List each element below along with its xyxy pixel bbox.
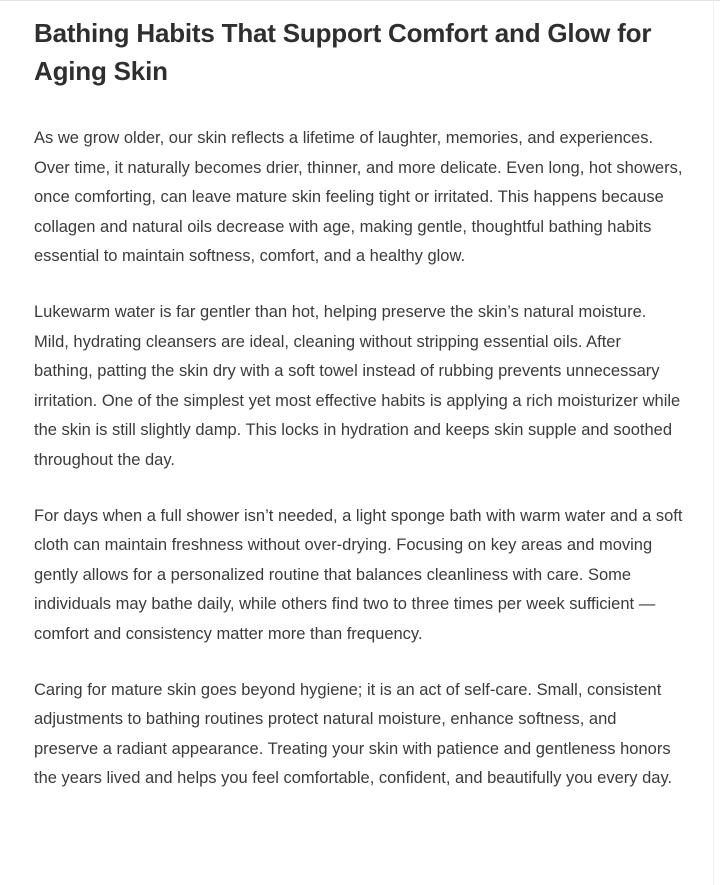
article bbox=[34, 14, 684, 794]
article-title: Bathing Habits That Support Comfort and Glow for Aging Skin bbox=[34, 18, 652, 86]
article-paragraph-3: For days when a full shower isn’t needed, a light sponge bath with warm water and a soft cloth can maintain freshness without over-drying. Focusing on key areas and moving gently allows for a personalized routine that balances cleanliness with care. Some individuals may bathe daily, while others find two to three times per week sufficient — comfort and consistency matter more than frequency. bbox=[34, 506, 683, 643]
article-paragraph-1: As we grow older, our skin reflects a lifetime of laughter, memories, and experiences. Over time, it naturally becomes drier, thinner, and more delicate. Even long, hot showers, once comforting, can leave mature skin feeling tight or irritated. This happens because collagen and natural oils decrease with age, making gentle, thoughtful bathing habits essential to maintain softness, comfort, and a healthy glow. bbox=[34, 129, 683, 266]
top-divider bbox=[0, 0, 720, 1]
article-paragraph-4: Caring for mature skin goes beyond hygiene; it is an act of self-care. Small, consistent adjustments to bathing routines protect natural moisture, enhance softness, and preserve a radiant appearance. Treating your skin with patience and gentleness honors the years lived and helps you feel comfortable, confident, and beautifully you every day. bbox=[34, 680, 673, 788]
right-divider bbox=[713, 0, 714, 885]
article-paragraph-2: Lukewarm water is far gentler than hot, helping preserve the skin’s natural moisture. Mild, hydrating cleansers are ideal, cleaning without stripping essential oils. After bathing, patting the skin dry with a soft towel instead of rubbing prevents unnecessary irritation. One of the simplest yet most effective habits is applying a rich moisturizer while the skin is still slightly damp. This locks in hydration and keeps skin supple and soothed throughout the day. bbox=[34, 302, 681, 469]
